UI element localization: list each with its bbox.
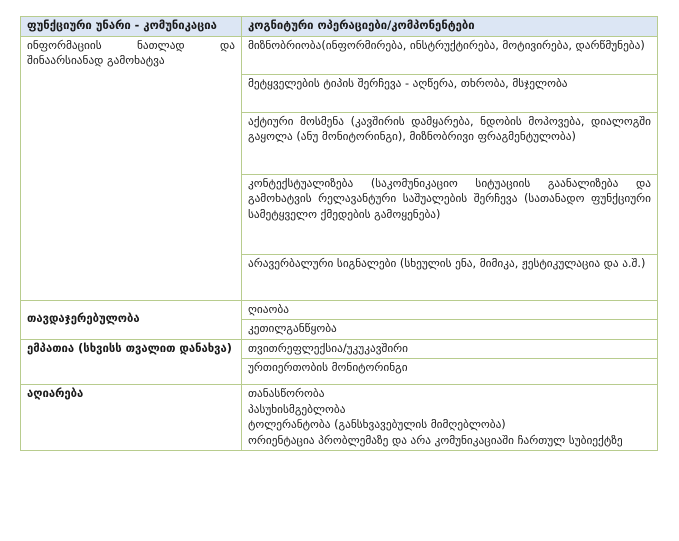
component-cell bbox=[242, 385, 658, 451]
component-cell: კეთილგანწყობა bbox=[242, 320, 658, 340]
function-cell: ემპათია (სხვისს თვალით დანახვა) bbox=[21, 339, 242, 385]
function-cell: აღიარება bbox=[21, 385, 242, 451]
header-components: კოგნიტური ოპერაციები/კომპონენტები bbox=[242, 17, 658, 37]
component-cell: ურთიერთობის მონიტორინგი bbox=[242, 359, 658, 385]
component-cell: თვითრეფლექსია/უკუკავშირი bbox=[242, 339, 658, 359]
component-cell: არავერბალური სიგნალები (სხეულის ენა, მიმიკა, ჟესტიკულაცია და ა.შ.) bbox=[242, 254, 658, 300]
component-line: თანასწორობა bbox=[248, 387, 325, 400]
table-row bbox=[21, 36, 658, 74]
table-row bbox=[21, 385, 658, 451]
component-cell: აქტიური მოსმენა (კავშირის დამყარება, ნდობის მოპოვება, დიალოგში გაყოლა (ანუ მონიტორინგი), მიზნობრივი ფრაგმენტულობა) bbox=[242, 112, 658, 174]
table-row bbox=[21, 300, 658, 320]
header-function: ფუნქციური უნარი - კომუნიკაცია bbox=[21, 17, 242, 37]
component-line: ორიენტაცია პრობლემაზე და არა კომუნიკაციაში ჩართულ სუბიექტზე bbox=[248, 433, 623, 447]
component-cell: კონტექსტუალიზება (საკომუნიკაციო სიტუაციის გაანალიზება და გამოხატვის რელავანტური საშუალების შერჩევა (სათანადო ფუნქციური სამეტყველო ქმედების გამოყენება) bbox=[242, 174, 658, 254]
function-cell: თავდაჯერებულობა bbox=[21, 300, 242, 339]
table-row bbox=[21, 339, 658, 359]
component-cell: ღიაობა bbox=[242, 300, 658, 320]
component-cell: მიზნობრიობა(ინფორმირება, ინსტრუქტირება, მოტივირება, დარწმუნება) bbox=[242, 36, 658, 74]
component-cell: მეტყველების ტიპის შერჩევა - აღწერა, თხრობა, მსჯელობა bbox=[242, 74, 658, 112]
component-line: პასუხისმგებლობა bbox=[248, 402, 346, 416]
function-cell: ინფორმაციის ნათლად და შინაარსიანად გამოხატვა bbox=[21, 36, 242, 300]
header-row bbox=[21, 17, 658, 37]
component-line: ტოლერანტობა (განსხვავებულის მიმღებლობა) bbox=[248, 418, 506, 431]
competency-table bbox=[20, 16, 658, 451]
